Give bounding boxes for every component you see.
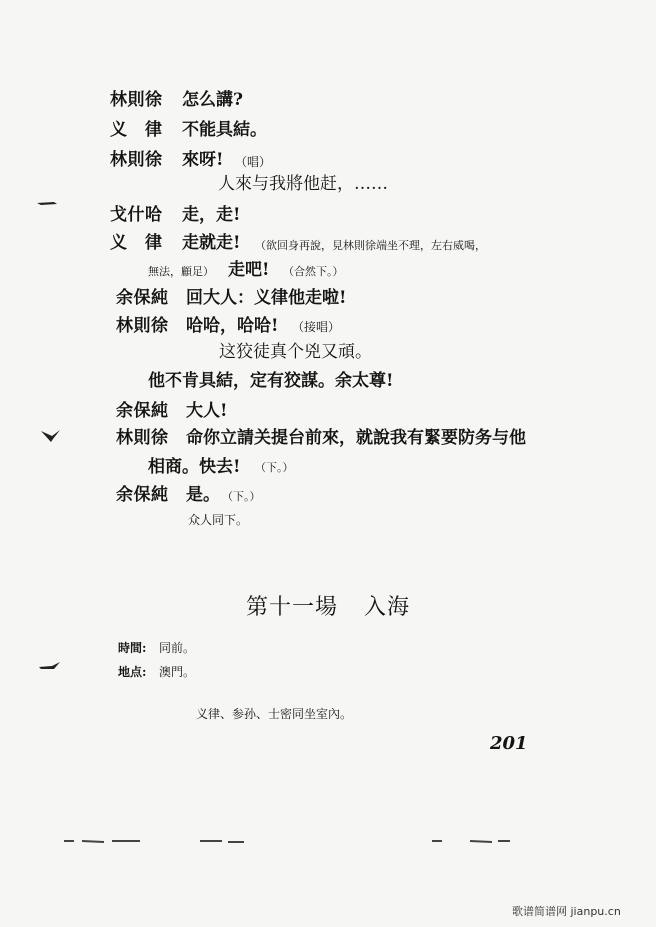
speaker-name: 余保純 <box>116 401 169 421</box>
stage-note: （下。） <box>222 490 261 503</box>
margin-mark <box>40 428 62 444</box>
speaker-name: 林則徐 <box>116 316 169 336</box>
dialogue-text: 回大人：义律他走啦! <box>186 288 347 308</box>
stage-note: （合然下。） <box>283 265 344 278</box>
speaker-name: 义 律 <box>110 233 163 253</box>
speaker-name: 戈什哈 <box>110 205 163 225</box>
dialogue-text: 大人! <box>186 401 228 421</box>
stage-direction: 众人同下。 <box>188 513 249 527</box>
speaker-name: 林則徐 <box>110 150 163 170</box>
dialogue-text: 來呀! <box>182 150 224 170</box>
dialogue-text: 是。 <box>186 485 220 505</box>
place-label: 地点: <box>118 665 147 679</box>
watermark: 歌谱简谱网 jianpu.cn <box>512 905 621 918</box>
dialogue-text: 走，走! <box>182 205 241 225</box>
margin-mark <box>38 660 62 674</box>
stage-note: （唱） <box>235 155 272 169</box>
verse-line: 这狡徒真个兇又頑。 <box>219 342 372 362</box>
dialogue-text: 相商。快去! <box>148 457 241 477</box>
verse-line: 他不肯具結，定有狡謀。余太尊! <box>148 371 394 391</box>
dialogue-text: 哈哈，哈哈! <box>186 316 279 336</box>
speaker-name: 余保純 <box>116 288 169 308</box>
scene-subtitle: 入海 <box>364 595 411 620</box>
stage-direction: 义律、参孙、士密同坐室內。 <box>196 707 353 721</box>
time-label: 時間: <box>118 641 147 655</box>
margin-mark <box>36 198 58 208</box>
dialogue-text: 走就走! <box>182 233 241 253</box>
speaker-name: 义 律 <box>110 120 163 140</box>
dialogue-text: 命你立請关提台前來，就說我有緊要防务与他 <box>186 428 526 448</box>
stage-note: （下。） <box>255 461 294 474</box>
time-value: 同前。 <box>159 641 196 655</box>
speaker-name: 林則徐 <box>116 428 169 448</box>
scan-edge-dashes <box>60 836 540 846</box>
stage-note: （接唱） <box>292 320 341 334</box>
stage-note: （欲回身再說，見林則徐端坐不理，左右威喝， <box>255 239 486 252</box>
speaker-name: 余保純 <box>116 485 169 505</box>
stage-note: 無法，顧足） <box>148 265 214 278</box>
page-number: 201 <box>490 733 528 754</box>
verse-line: 人來与我將他赶，…… <box>218 174 388 194</box>
place-value: 澳門。 <box>159 665 196 679</box>
speaker-name: 林則徐 <box>110 90 163 110</box>
dialogue-text: 怎么講? <box>182 90 243 110</box>
dialogue-text: 走吧! <box>228 260 270 280</box>
scene-title: 第十一場 <box>246 595 339 620</box>
dialogue-text: 不能具結。 <box>182 120 267 140</box>
